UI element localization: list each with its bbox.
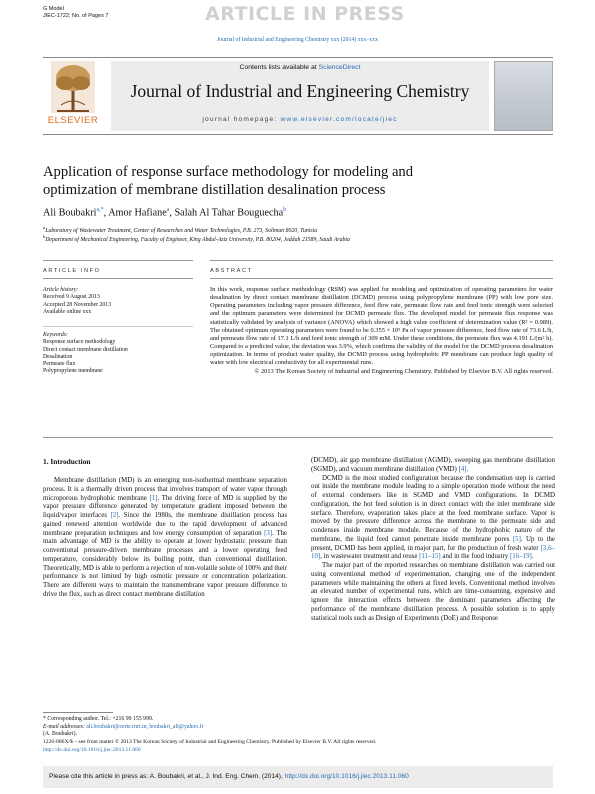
affiliation-text: Laboratory of Wastewater Treatment, Center of Researches and Water Technologies, P.B. 273, Soliman 8020, Tunisia bbox=[45, 227, 318, 234]
body-column-left bbox=[43, 477, 287, 600]
keyword: Desalination bbox=[43, 353, 73, 360]
gmodel-label: G Model bbox=[43, 6, 64, 12]
keywords-label: Keywords: bbox=[43, 332, 68, 338]
cite-prefix: Please cite this article in press as: A. Boubakri, et al., J. Ind. Eng. Chem. (2014), bbox=[49, 773, 283, 780]
paragraph-text: . Up to the present, DCMD has been applied, in major part, for the production of fresh water bbox=[311, 535, 555, 552]
issn-line: 1226-086X/$ – see front matter © 2013 The Korean Society of Industrial and Engineering Chemistry. Published by Elsevier B.V. All rights reserved. bbox=[43, 739, 377, 745]
author-name[interactable]: Amor Hafiane bbox=[108, 207, 167, 219]
cite-this-article-bar bbox=[43, 766, 553, 788]
abstract-text: In this work, response surface methodology (RSM) was applied for modeling and optimization of operating parameters for water desalination by direct contact membrane distillation (DCMD) process using polypropylene membrane (PP) with low pore size. Operating parameters including vapor pressure difference, feed flow rate, permeate flow rate and feed ionic strength were selected and the optimum parameters were determined for DCMD permeate flux. The developed model for permeate flux response was statistically validated by analysis of variance (ANOVA) which showed a high value coefficient of determination value (R² = 0.989). The obtained optimum operating parameters were found to be 0.355 × 10⁵ Pa of vapor pressure difference, feed flow rate of 73.6 L/h, and permeate flow rate of 17.1 L/h and feed ionic strength of 309 mM. Under these conditions, the permeate flux was 4.191 L/(m² h). Compared to a predicted value, the deviation was 3.9%, which confirms the validity of the model for the DCMD process desalination optimization. In terms of product water quality, the DCMD process using hydrophobic PP membrane can produce high quality of water with low electrical conductivity for all experimental runs. bbox=[210, 286, 553, 367]
journal-title: Journal of Industrial and Engineering Chemistry bbox=[130, 81, 470, 101]
sciencedirect-link[interactable]: ScienceDirect bbox=[318, 64, 361, 71]
divider bbox=[43, 326, 193, 327]
paragraph bbox=[43, 477, 287, 600]
title-line-1: Application of response surface methodology for modeling and bbox=[43, 164, 414, 180]
paragraph bbox=[311, 457, 555, 475]
author-name[interactable]: Salah Al Tahar Bouguecha bbox=[174, 207, 284, 219]
abstract-heading: ABSTRACT bbox=[210, 268, 253, 274]
online-date: Available online xxx bbox=[43, 308, 92, 315]
cite-doi-link[interactable]: http://dx.doi.org/10.1016/j.jiec.2013.11.060 bbox=[284, 773, 409, 780]
paragraph-text: DCMD is the most studied configuration because the condensation step is carried out inside the membrane module leading to a simple operation mode without the need of external condensers like in SGMD and VMD configurations. In DCMD configuration, the hot feed solution is in direct contact with the inlet membrane side surface. Therefore, evaporation takes place at the feed membrane surface. Vapor is moved by the pressure difference across the membrane to the permeate side and condenses inside membrane module. Because of the hydrophobic nature of the membrane, the liquid feed cannot penetrate inside membrane pores bbox=[311, 474, 555, 543]
title-line-2: optimization of membrane distillation desalination process bbox=[43, 182, 386, 198]
keyword: Direct contact membrane distillation bbox=[43, 346, 128, 353]
elsevier-logo[interactable] bbox=[43, 61, 103, 127]
corresponding-author-note: * Corresponding author. Tel.: +216 99 155 999. bbox=[43, 716, 154, 722]
paragraph-text: . bbox=[531, 553, 534, 561]
keyword: Permeate flux bbox=[43, 361, 76, 368]
article-ref-number: JIEC-1722; No. of Pages 7 bbox=[43, 12, 109, 19]
affiliation-label: b bbox=[43, 234, 46, 239]
paragraph-text: . The driving force of MD is supplied by the vapor pressure difference generated by temperature gradient imposed between the liquid/vapor interfaces bbox=[43, 494, 287, 519]
citation-link[interactable]: [3] bbox=[264, 529, 273, 537]
author-affil-sup[interactable]: a,* bbox=[96, 207, 104, 213]
paragraph-text: and in the food industry bbox=[442, 553, 509, 561]
keywords-block bbox=[43, 332, 183, 376]
author-affil-sup[interactable]: b bbox=[283, 207, 287, 213]
author-affil-sup[interactable]: a bbox=[166, 207, 170, 213]
paragraph-text: (DCMD), air gap membrane distillation (AGMD), sweeping gas membrane distillation (SGMD), and vacuum membrane distillation (VMD) bbox=[311, 457, 555, 473]
citation-link[interactable]: [1] bbox=[149, 494, 158, 502]
divider bbox=[43, 278, 193, 279]
affiliation-text: Department of Mechanical Engineering, Faculty of Engineer, King Abdul-Aziz University, P.B. 80204, Jeddah 21589, Saudi Arabia bbox=[45, 236, 350, 243]
keyword: Polypropylene membrane bbox=[43, 368, 103, 375]
article-title bbox=[43, 163, 553, 199]
journal-cover-thumbnail[interactable] bbox=[494, 61, 553, 131]
email-owner: (A. Boubakri). bbox=[43, 731, 77, 737]
email-label: E-mail addresses: bbox=[43, 723, 85, 730]
citation-link[interactable]: [16–19] bbox=[510, 553, 532, 561]
issn-block bbox=[43, 739, 553, 754]
history-label: Article history: bbox=[43, 287, 79, 293]
citation-link[interactable]: [11–15] bbox=[419, 553, 441, 561]
citation-link[interactable]: [5] bbox=[512, 535, 521, 543]
elsevier-tree-icon bbox=[51, 61, 95, 113]
elsevier-wordmark: ELSEVIER bbox=[47, 115, 99, 126]
citation-link[interactable]: [4] bbox=[458, 465, 467, 473]
paragraph-text: . bbox=[466, 465, 469, 473]
doi-link[interactable]: http://dx.doi.org/10.1016/j.jiec.2013.11.060 bbox=[43, 746, 141, 753]
journal-masthead bbox=[43, 57, 553, 135]
abstract-body bbox=[210, 286, 553, 376]
paragraph-text: , in wastewater treatment and reuse bbox=[320, 553, 418, 561]
article-history bbox=[43, 287, 183, 316]
body-column-right bbox=[311, 457, 555, 623]
keyword: Response surface methodology bbox=[43, 339, 116, 346]
email-link[interactable]: ali.boubakri@certe.rnrt.tn, boubakri_ali@yahoo.fr bbox=[86, 723, 204, 730]
article-ref bbox=[43, 6, 108, 19]
paragraph bbox=[311, 475, 555, 563]
section-heading-introduction: 1. Introduction bbox=[43, 457, 91, 466]
paragraph-text: . The main advantage of MD is the ability to operate at lower hydrostatic pressure than conventional pressure-driven membrane processes and a lower operating feed temperature, considerably below its boiling point, than conventional distillation. Theoretically, MD is able to perform a rejection of non-volatile solute of 100% and their performance is not limited by high osmotic pressure or concentration polarization. There are different ways to maintain the transmembrane vapor pressure difference to drive the flux, such as direct contact membrane distillation bbox=[43, 529, 287, 598]
contents-line bbox=[111, 64, 489, 71]
article-in-press-banner: ARTICLE IN PRESS bbox=[205, 3, 405, 25]
homepage-prefix: journal homepage: bbox=[202, 116, 278, 123]
affiliation-b bbox=[43, 233, 553, 244]
accepted-date: Accepted 28 November 2013 bbox=[43, 301, 112, 308]
footnotes bbox=[43, 716, 283, 739]
footnote-rule bbox=[43, 712, 113, 713]
article-info-heading: ARTICLE INFO bbox=[43, 268, 101, 274]
journal-homepage bbox=[111, 116, 489, 123]
citation-link[interactable]: [2] bbox=[110, 512, 119, 519]
divider bbox=[210, 260, 553, 261]
divider bbox=[43, 437, 553, 438]
journal-citation-link[interactable]: Journal of Industrial and Engineering Chemistry xxx (2014) xxx–xxx bbox=[217, 37, 378, 43]
author-list: Ali Boubakri$^{a,*}$, Amor Hafiane$^a$, Salah Al Tahar Bouguecha$^b$ bbox=[43, 207, 287, 219]
paragraph-text: Membrane distillation (MD) is an emerging non-isothermal membrane separation process. It is a thermally driven process that involves transport of water vapor through microporous hydrophobic membrane bbox=[43, 477, 287, 502]
received-date: Received 9 August 2013 bbox=[43, 294, 100, 301]
journal-banner bbox=[111, 61, 489, 131]
author-name[interactable]: Ali Boubakri bbox=[43, 207, 97, 219]
divider bbox=[210, 278, 553, 279]
affiliation-label: a bbox=[43, 225, 46, 230]
paragraph: The major part of the reported researches on membrane distillation was carried out using conventional method of experimentation, changing one of the independent parameters while maintaining the others at fixed levels. Conventional method involves an elevated number of experimental runs, which are time-consuming, expensive and ignore the interaction effects between the dominant parameters affecting the performance of the membrane distillation process. A possible solution is to apply statistical tools such as Design of Experiments (DoE) and Response bbox=[311, 562, 555, 622]
paragraph-text: . Since the 1980s, the membrane distillation process has gained renewed attention worldwide due to the rapid development of advanced membrane preparation techniques and low energy consumption of separation bbox=[43, 512, 287, 537]
divider bbox=[43, 260, 193, 261]
homepage-link[interactable]: www.elsevier.com/locate/jiec bbox=[280, 116, 398, 123]
abstract-copyright: © 2013 The Korean Society of Industrial and Engineering Chemistry. Published by Elsevier B.V. All rights reserved. bbox=[254, 367, 553, 375]
email-line bbox=[43, 724, 283, 732]
contents-prefix: Contents lists available at bbox=[239, 64, 317, 71]
citation-link[interactable]: [3,6–10] bbox=[311, 544, 555, 561]
